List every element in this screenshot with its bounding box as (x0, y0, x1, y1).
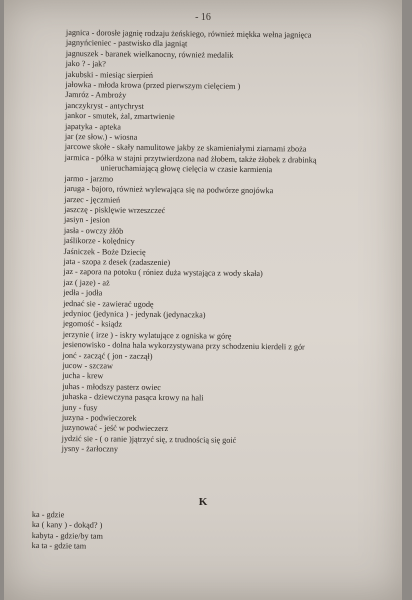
entry: jagnyńcieniec - pastwisko dla jagniąt (65, 38, 188, 49)
entry-continuation: unieruchamiającą głowę cielęcia w czasie karmienia (100, 163, 273, 175)
page-number: - 16 (195, 12, 211, 23)
entry: jaz - zapora na potoku ( róniez duża wystająca z wody skała) (63, 267, 263, 279)
entry: ka - gdzie (31, 510, 65, 520)
entry: jerzynie ( irze ) - iskry wylatujące z ogniska w górę (62, 329, 232, 341)
entry: juhas - młodszy pasterz owiec (62, 381, 161, 392)
entry: jaz ( jaze) - aż (63, 277, 110, 288)
entry: jaruga - bajoro, również wylewająca się na podwórze gnojówka (64, 184, 274, 196)
entry: jonć - zacząć ( jon - zaczął) (62, 350, 153, 361)
entry: jasiyn - jesion (63, 215, 110, 225)
entry: japatyka - apteka (64, 121, 121, 132)
entry: jedła - jodła (63, 288, 103, 298)
entry: jucha - krew (62, 371, 104, 381)
entry: jałowka - młoda krowa (przed pierwszym cielęciem ) (65, 80, 241, 91)
entry: jaślikorze - kolędnicy (63, 236, 135, 246)
entry: jakubski - miesiąc sierpień (65, 69, 154, 80)
entry: Jaśniczek - Boże Dziecię (63, 246, 146, 257)
entry: jarmica - półka w stajni przytwierdzona nad żłobem, także żłobek z drabinką (64, 152, 317, 165)
entry: jaszczę - pisklęwie wrzeszczeć (64, 204, 166, 215)
entry: jata - szopa z desek (zadaszenie) (63, 256, 171, 268)
entry: jankor - smutek, żal, zmartwienie (65, 111, 175, 122)
entry: juhaska - dziewczyna pasąca krowy na hali (62, 392, 204, 403)
entry: jegomość - ksiądz (62, 319, 123, 329)
entry: jucow - szczaw (62, 360, 113, 371)
entry: jydzić sie - ( o ranie )jątrzyć się, z trudnością się goić (61, 433, 237, 445)
entry: juny - fusy (61, 402, 98, 412)
entry: jar (ze słow.) - wiosna (64, 132, 138, 142)
entry: jagnica - dorosłe jagnię rodzaju żeńskiego, również miękka wełna jagnięca (65, 28, 312, 40)
entry: jedynioc (jedynica ) - jedynak (jedynaczka) (62, 308, 206, 320)
section-heading: K (198, 496, 208, 508)
entry: jednać sie - zawierać ugodę (63, 298, 154, 309)
entry: jasła - owczy żłób (63, 225, 124, 236)
entry: kabyta - gdzie/by tam (31, 530, 103, 541)
entry: janczykryst - antychryst (65, 100, 144, 111)
entry: Jamróz - Ambroży (65, 90, 127, 101)
entry: juzyna - podwieczorek (61, 413, 137, 423)
entry: jarmo - jarzmo (64, 173, 114, 184)
entry: jesienowisko - dolna hala wykorzystywana przy schodzeniu kierdeli z gór (62, 340, 305, 352)
entry: jagnuszek - baranek wielkanocny, również medalik (65, 48, 234, 60)
entry: jarcowe skołe - skały namulitowe jakby ze skamieniałymi ziarnami zboża (64, 142, 307, 154)
k-entries (32, 510, 232, 554)
entry: jysny - żarłoczny (61, 444, 119, 454)
entry: ka ( kany ) - dokąd? ) (31, 520, 103, 531)
entry: jarzec - jęczmień (64, 194, 121, 205)
book-page (4, 0, 402, 600)
entry: jako ? - jak? (65, 59, 106, 69)
dictionary-entries (62, 28, 396, 458)
entry: ka ta - gdzie tam (31, 541, 87, 551)
entry: juzynować - jeść w podwieczerz (61, 423, 169, 434)
